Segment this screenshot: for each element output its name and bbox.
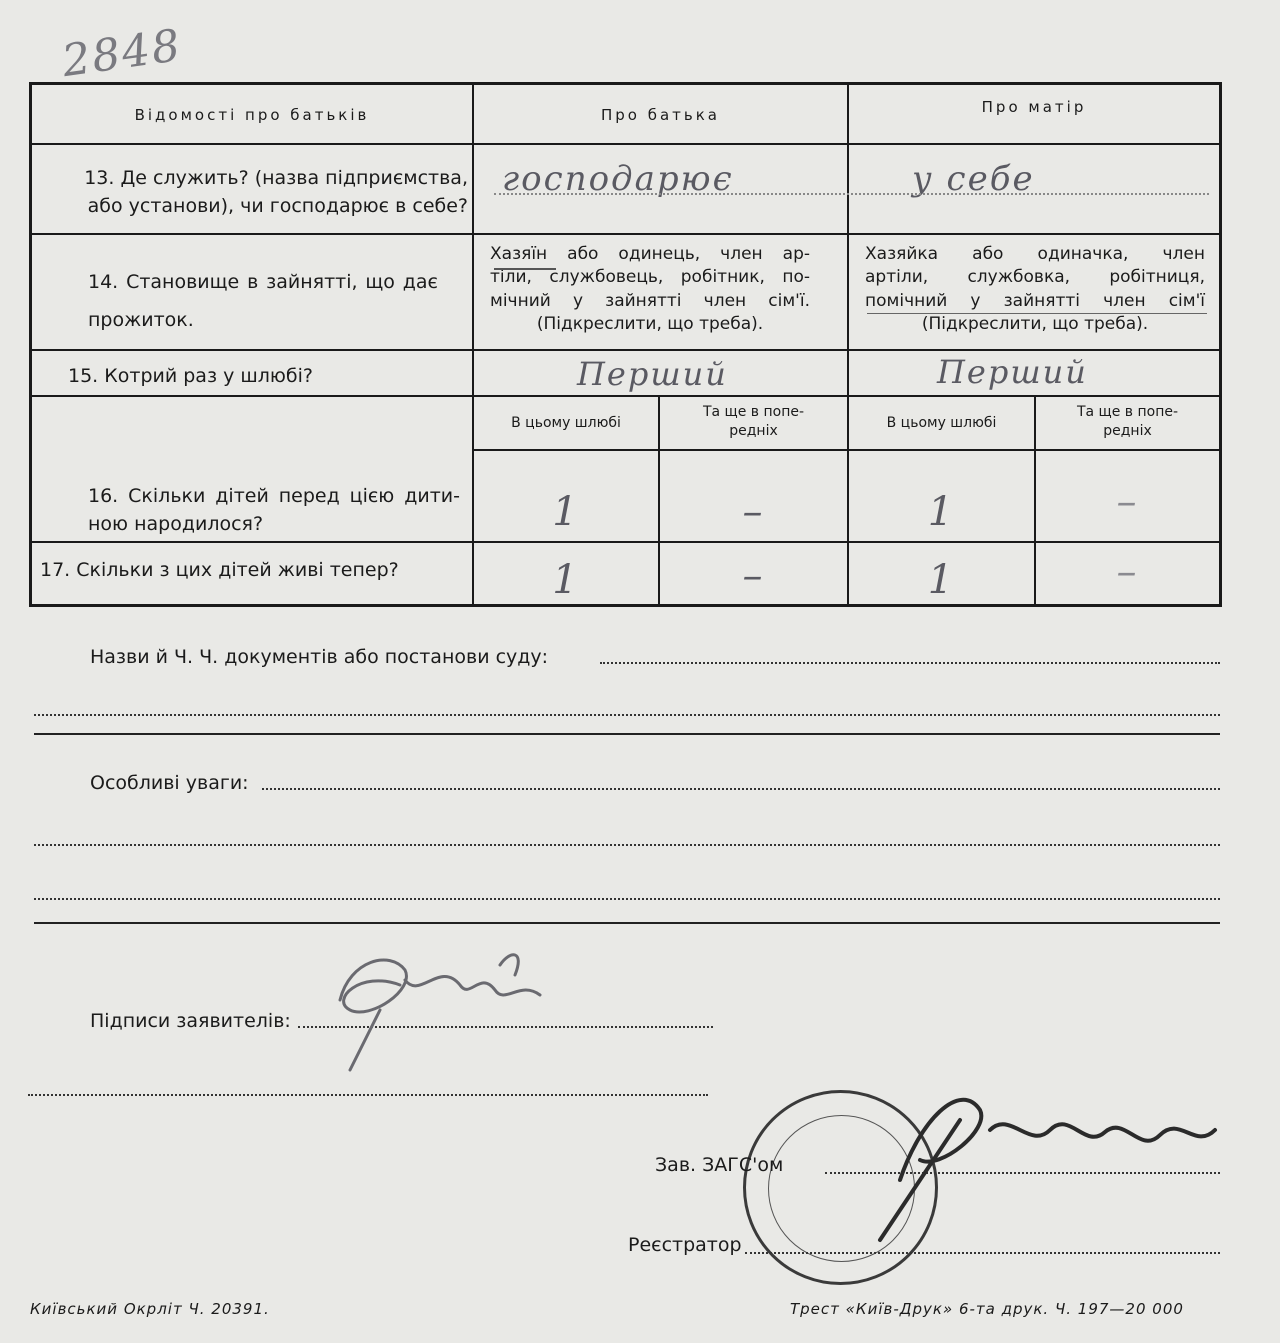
zags-head-signature	[840, 1060, 1230, 1260]
footer-right: Трест «Київ-Друк» 6-та друк. Ч. 197—20 000	[790, 1300, 1184, 1318]
q16-father-current: 1	[552, 489, 580, 535]
applicant-signature	[310, 940, 570, 1080]
header-about-father: Про батька	[600, 106, 721, 124]
applicants-signature-label: Підписи заявителів:	[90, 1010, 291, 1032]
notes-field-line-2[interactable]	[34, 844, 1220, 846]
q17-mother-current: 1	[927, 557, 956, 603]
registrar-label: Реєстратор	[628, 1234, 742, 1256]
header-parents-info: Відомості про батьків	[134, 106, 370, 124]
q16-mother-current: 1	[927, 489, 956, 535]
q17-father-previous: –	[742, 553, 765, 599]
subheader-mother-previous: Та ще в попе- редніх	[1076, 404, 1179, 439]
notes-field[interactable]	[262, 788, 1220, 790]
q15-answer-mother: Перший	[937, 353, 1088, 391]
q13-answer-father: господарює	[502, 159, 734, 199]
notes-field-line-3[interactable]	[34, 898, 1220, 900]
subheader-father-previous: Та ще в попе- редніх	[702, 404, 805, 439]
q13-answer-mother: у себе	[912, 159, 1035, 199]
q17-mother-previous: –	[1116, 549, 1139, 595]
documents-field[interactable]	[600, 662, 1220, 664]
zags-head-label: Зав. ЗАГС'ом	[655, 1154, 784, 1176]
registrar-signature-field[interactable]	[745, 1252, 1220, 1254]
q16-father-previous: –	[742, 489, 765, 535]
applicants-signature-field-2[interactable]	[28, 1094, 708, 1096]
footer-left: Київський Окрліт Ч. 20391.	[30, 1300, 270, 1318]
q16-mother-previous: –	[1116, 479, 1139, 525]
q14-father-options: Хазяїн або одинець, член ар- тіли, службовець, робітник, по- мічний у зайнятті член сім'ї. (Підкреслити, що треба).	[490, 244, 810, 335]
q14-mother-options: Хазяйка або одиначка, член артіли, службовка, робітниця, помічний у зайнятті член сім'ї (Підкреслити, що треба).	[865, 244, 1205, 335]
documents-field-line-2[interactable]	[34, 714, 1220, 716]
subheader-father-current: В цьому шлюбі	[511, 415, 621, 431]
archive-mark: 2848	[59, 19, 185, 88]
q15-answer-father: Перший	[577, 355, 728, 393]
q17-label: 17. Скільки з цих дітей живі тепер?	[40, 559, 399, 581]
q14-label: 14. Становище в зайнятті, що дає прожиток.	[88, 271, 438, 331]
documents-label: Назви й Ч. Ч. документів або постанови суду:	[90, 646, 549, 668]
q15-label: 15. Котрий раз у шлюбі?	[68, 365, 313, 387]
header-about-mother: Про матір	[981, 98, 1087, 116]
q13-label: 13. Де служить? (назва підприємства, або установи), чи господарює в себе?	[84, 167, 468, 217]
q16-label: 16. Скільки дітей перед цією дити- ною народилося?	[88, 485, 460, 535]
parents-info-table	[29, 82, 1222, 607]
q17-father-current: 1	[552, 557, 580, 603]
notes-label: Особливі уваги:	[90, 772, 249, 794]
subheader-mother-current: В цьому шлюбі	[886, 415, 997, 431]
